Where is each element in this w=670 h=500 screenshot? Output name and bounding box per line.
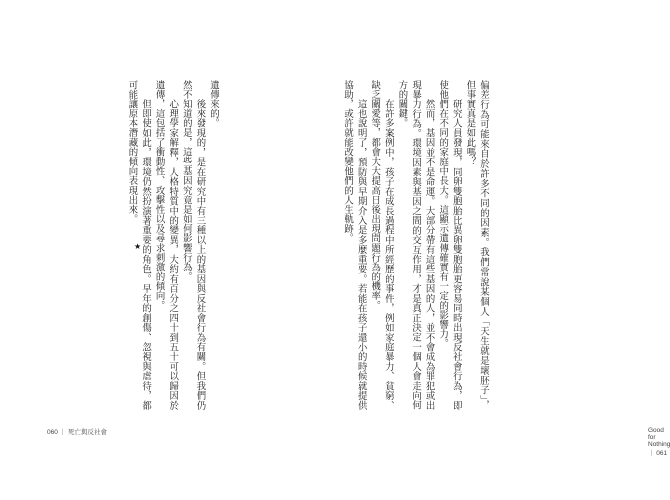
paragraph: 這也說明了，預防與早期介入是多麼重要。若能在孩子還小的時候就提供協助，或許就能改變他們的人生軌跡。 bbox=[342, 80, 367, 410]
right-page bbox=[260, 0, 670, 500]
section-break-star: ★ bbox=[134, 242, 142, 251]
paragraph: 偏差行為可能來自於許多不同的因素。我們常說某個人「天生就是壞胚子」，但事實真是如此嗎？ bbox=[464, 80, 489, 410]
paragraph: 但即使如此，環境仍然扮演著重要的角色。早年的創傷、忽視與虐待，都可能讓原本潛藏的傾向表現出來。 bbox=[126, 80, 152, 410]
paragraph: 然而，基因並不是命運。大部分帶有這些基因的人，並不會成為罪犯或出現暴力行為。環境因素與基因之間的交互作用，才是真正決定一個人會走向何方的關鍵。 bbox=[396, 80, 435, 410]
paragraph: 研究人員發現，同卵雙胞胎比異卵雙胞胎更容易同時出現反社會行為，即使他們在不同的家庭中長大。這顯示遺傳確實有一定的影響力。 bbox=[437, 80, 462, 410]
paragraph: 心理學家解釋，人格特質中的變異，大約有百分之四十到五十可以歸因於遺傳，這包括了衝動性、攻擊性以及尋求刺激的傾向。 bbox=[153, 80, 179, 410]
left-page-folio: 060 ｜ 死亡與反社會 bbox=[47, 429, 107, 436]
right-page-text bbox=[285, 80, 490, 410]
left-page bbox=[0, 0, 260, 500]
paragraph: 後來發現的，是在研究中有三種以上的基因與反社會行為有關。但我們仍然不知道的是，這些基因究竟是如何影響行為。 bbox=[180, 80, 206, 410]
left-page-text bbox=[45, 80, 220, 410]
right-page-folio: Good for Nothing ｜ 061 bbox=[648, 427, 670, 457]
paragraph: 遺傳來的。 bbox=[208, 80, 219, 128]
paragraph: 在許多案例中，孩子在成長過程中所經歷的事件，例如家庭暴力、貧窮、缺乏關愛等，都會大大提高日後出現問題行為的機率。 bbox=[369, 80, 394, 410]
